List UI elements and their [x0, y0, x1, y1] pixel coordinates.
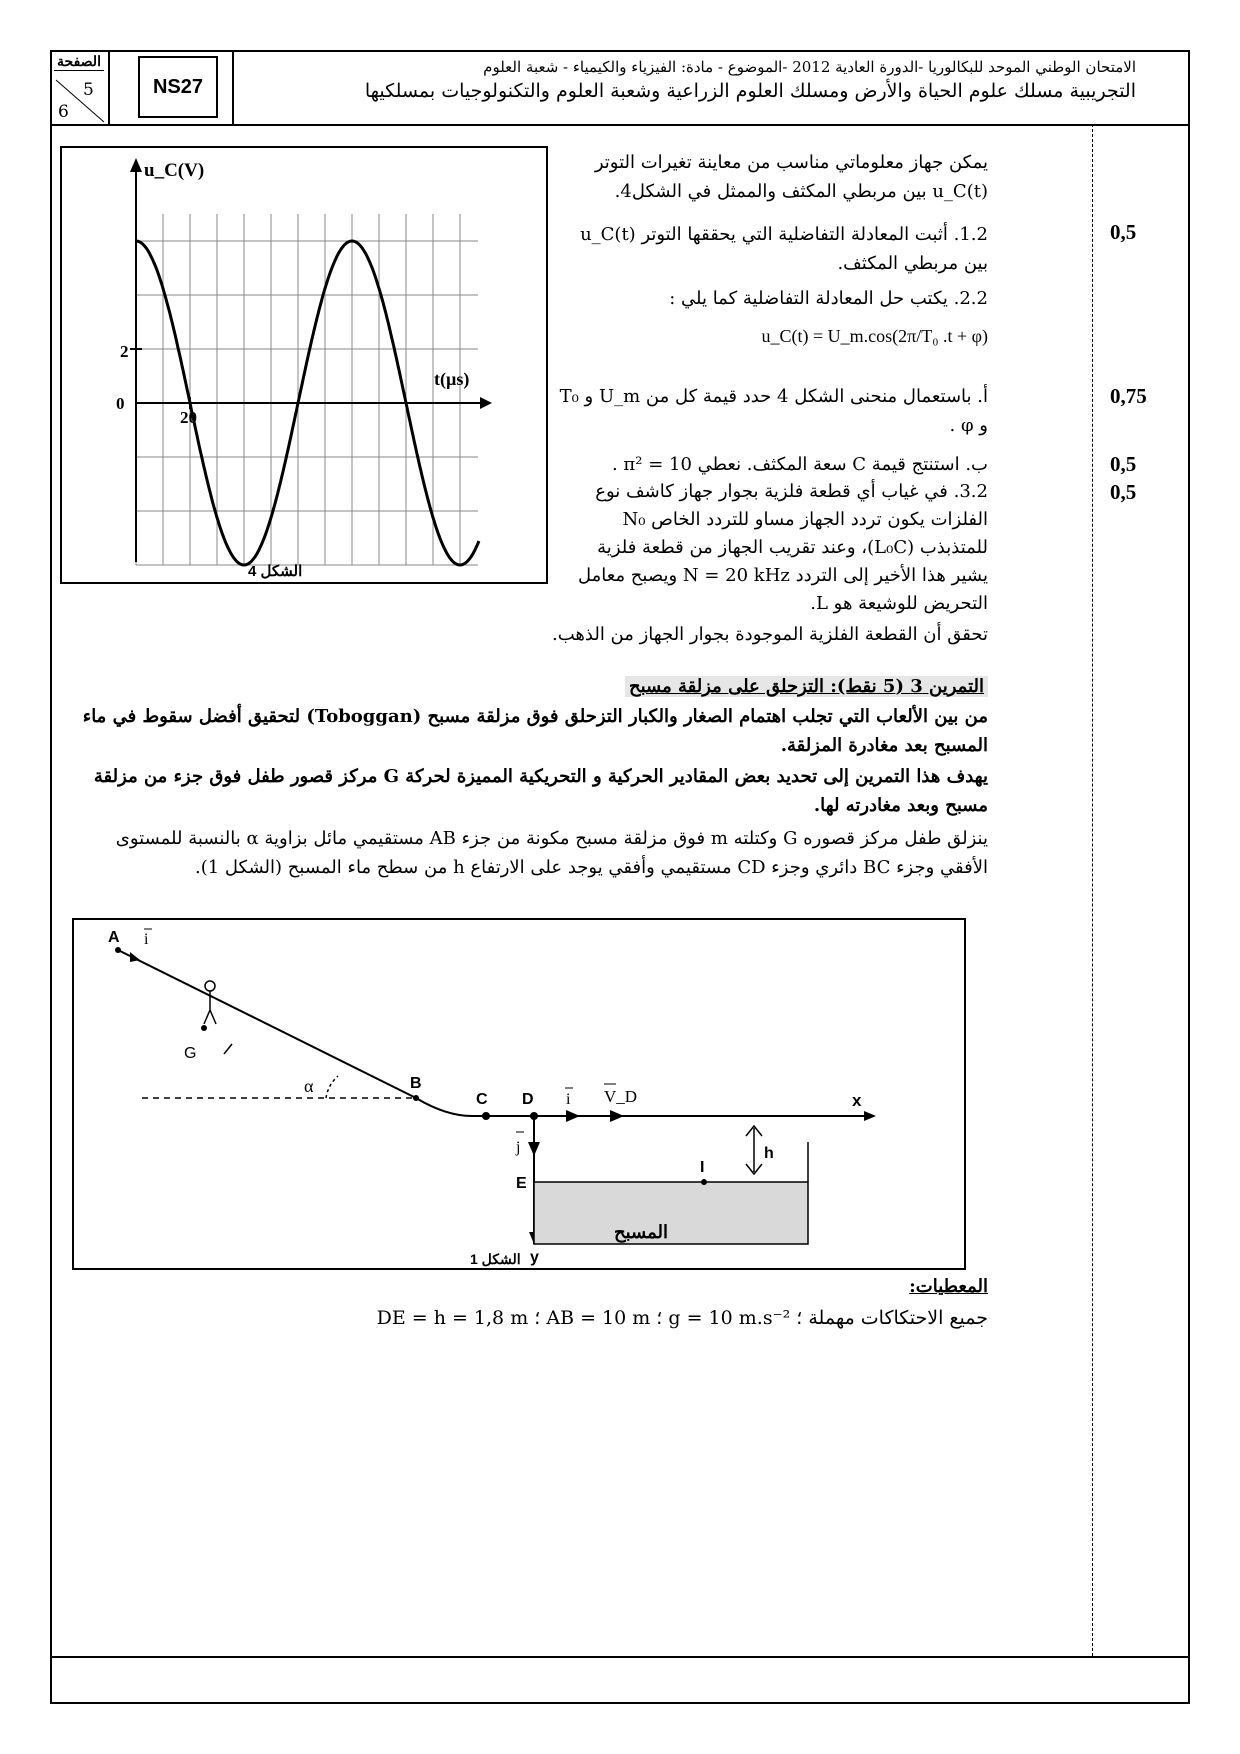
page-number-box [52, 52, 110, 124]
data-title-row [72, 1272, 988, 1301]
question-3-2: 3.2. في غياب أي قطعة فلزية بجوار جهاز كاشف نوع الفلزات يكون تردد الجهاز مساو للتردد الخاص N₀ للمتذبذب (L₀C)، وعند تقريب الجهاز من قطعة فلزية يشير هذا الأخير إلى التردد N = 20 kHz ويصبح معامل التحريض للوشيعة هو L. [578, 481, 988, 614]
question-a: أ. باستعمال منحنى الشكل 4 حدد قيمة كل من U_m و T₀ و φ . [559, 386, 988, 436]
vector-VD-arrow [610, 1110, 624, 1122]
pool-label: المسبح [614, 1222, 668, 1242]
header-line2: التجريبية مسلك علوم الحياة والأرض ومسلك العلوم الزراعية وشعبة العلوم والتكنولوجيات بمسلكيها [364, 80, 1136, 102]
y-axis-label: u_C(V) [144, 160, 205, 181]
pool-water [534, 1182, 808, 1244]
figure-1-diagram [74, 920, 964, 1268]
vector-j-arrow [528, 1142, 540, 1156]
score-q32: 0,5 [1110, 480, 1137, 504]
page-total: 6 [58, 102, 69, 122]
exam-code: NS27 [138, 56, 218, 118]
exercise-3-title-row [72, 672, 988, 701]
question-b: ب. استنتج قيمة C سعة المكثف. نعطي π² = 10 . [611, 454, 988, 475]
label-j: j [516, 1139, 521, 1156]
exercise-3-p2: يهدف هذا التمرين إلى تحديد بعض المقادير الحركية و التحريكية المميزة لحركة G مركز قصور طفل فوق جزء من مزلقة مسبح وبعد مغادرته لها. [93, 766, 988, 816]
label-A: A [108, 929, 120, 946]
x-axis-arrow [480, 397, 492, 409]
data-title: المعطيات: [909, 1276, 988, 1297]
point-B [413, 1095, 419, 1101]
question-1-2: 1.2. أثبت المعادلة التفاضلية التي يحققها التوتر u_C(t) بين مربطي المكثف. [580, 224, 988, 274]
figure-4 [60, 146, 548, 584]
page-frame [50, 50, 1190, 1704]
question-3-2-a [558, 478, 988, 618]
alpha-arc [326, 1076, 338, 1098]
formula-uc: u_C(t) = U_m.cos(2π/T₀ .t + φ) [761, 326, 988, 346]
y-tick-0: 0 [116, 394, 125, 413]
point-A [115, 947, 121, 953]
bottom-rule [52, 1656, 1188, 1658]
label-i-D: i [566, 1091, 571, 1108]
header [52, 52, 1188, 126]
point-G [201, 1025, 207, 1031]
exercise-3-title: التمرين 3 (5 نقط): التزحلق على مزلقة مسبح [625, 676, 988, 697]
header-text [232, 52, 1144, 124]
figure-1 [72, 918, 966, 1270]
data-line: جميع الاحتكاكات مهملة ؛ g = 10 m.s⁻² ؛ AB = 10 m ؛ DE = h = 1,8 m [376, 1307, 988, 1329]
vector-i-D-arrow [566, 1110, 580, 1122]
grid [130, 214, 478, 565]
label-x: x [852, 1091, 862, 1110]
question-3-2-end: تحقق أن القطعة الفلزية الموجودة بجوار الجهاز من الذهب. [552, 624, 988, 645]
x-tick-20: 20 [180, 408, 197, 427]
label-y: y [530, 1249, 539, 1266]
intro-text: يمكن جهاز معلوماتي مناسب من معاينة تغيرات التوتر u_C(t) بين مربطي المكثف والممثل في الشكل4. [594, 152, 988, 202]
y-axis-arrow [130, 158, 142, 172]
page-label: الصفحة [54, 54, 104, 71]
label-VD: V_D [604, 1087, 638, 1106]
child-leg-right [210, 1010, 216, 1024]
label-I: I [700, 1159, 705, 1176]
label-G: G [184, 1045, 197, 1062]
figure-1-caption: الشكل 1 [470, 1251, 521, 1267]
score-qa: 0,75 [1110, 384, 1147, 408]
y-tick-2: 2 [120, 342, 129, 361]
label-h: h [764, 1145, 774, 1162]
x-axis-fig1-arrow [864, 1111, 876, 1121]
point-I [701, 1179, 707, 1185]
score-q12: 0,5 [1110, 220, 1137, 244]
child-feet [224, 1044, 232, 1054]
label-D: D [522, 1091, 534, 1108]
figure-4-caption: الشكل 4 [248, 563, 303, 580]
label-C: C [476, 1091, 488, 1108]
figure-4-plot [62, 148, 546, 582]
slide-path [118, 950, 534, 1116]
child-leg-left [204, 1010, 210, 1024]
label-E: E [516, 1175, 527, 1192]
x-axis-label: t(µs) [434, 369, 470, 389]
page-num: 5 [83, 80, 94, 100]
label-i-top: i [144, 931, 149, 948]
exercise-3-p3: ينزلق طفل مركز قصوره G وكتلته m فوق مزلقة مسبح مكونة من جزء AB مستقيمي مائل بزاوية α بالنسبة للمستوى الأفقي وجزء BC دائري وجزء CD مستقيمي وأفقي يوجد على الارتفاع h من سطح ماء المسبح (الشكل 1). [115, 828, 988, 878]
child-head [205, 981, 215, 991]
question-2-2: 2.2. يكتب حل المعادلة التفاضلية كما يلي : [669, 288, 988, 309]
label-B: B [410, 1075, 422, 1092]
alpha-label: α [304, 1076, 314, 1096]
point-C [482, 1112, 490, 1120]
margin-divider [1092, 124, 1093, 1656]
score-qb: 0,5 [1110, 452, 1137, 476]
header-line1: الامتحان الوطني الموحد للبكالوريا -الدورة العادية 2012 -الموضوع - مادة: الفيزياء والكيمياء - شعبة العلوم [483, 58, 1136, 76]
exercise-3-p1: من بين الألعاب التي تجلب اهتمام الصغار والكبار التزحلق فوق مزلقة مسبح (Toboggan) لتحقيق أفضل سقوط في ماء المسبح بعد مغادرة المزلقة. [82, 706, 988, 756]
